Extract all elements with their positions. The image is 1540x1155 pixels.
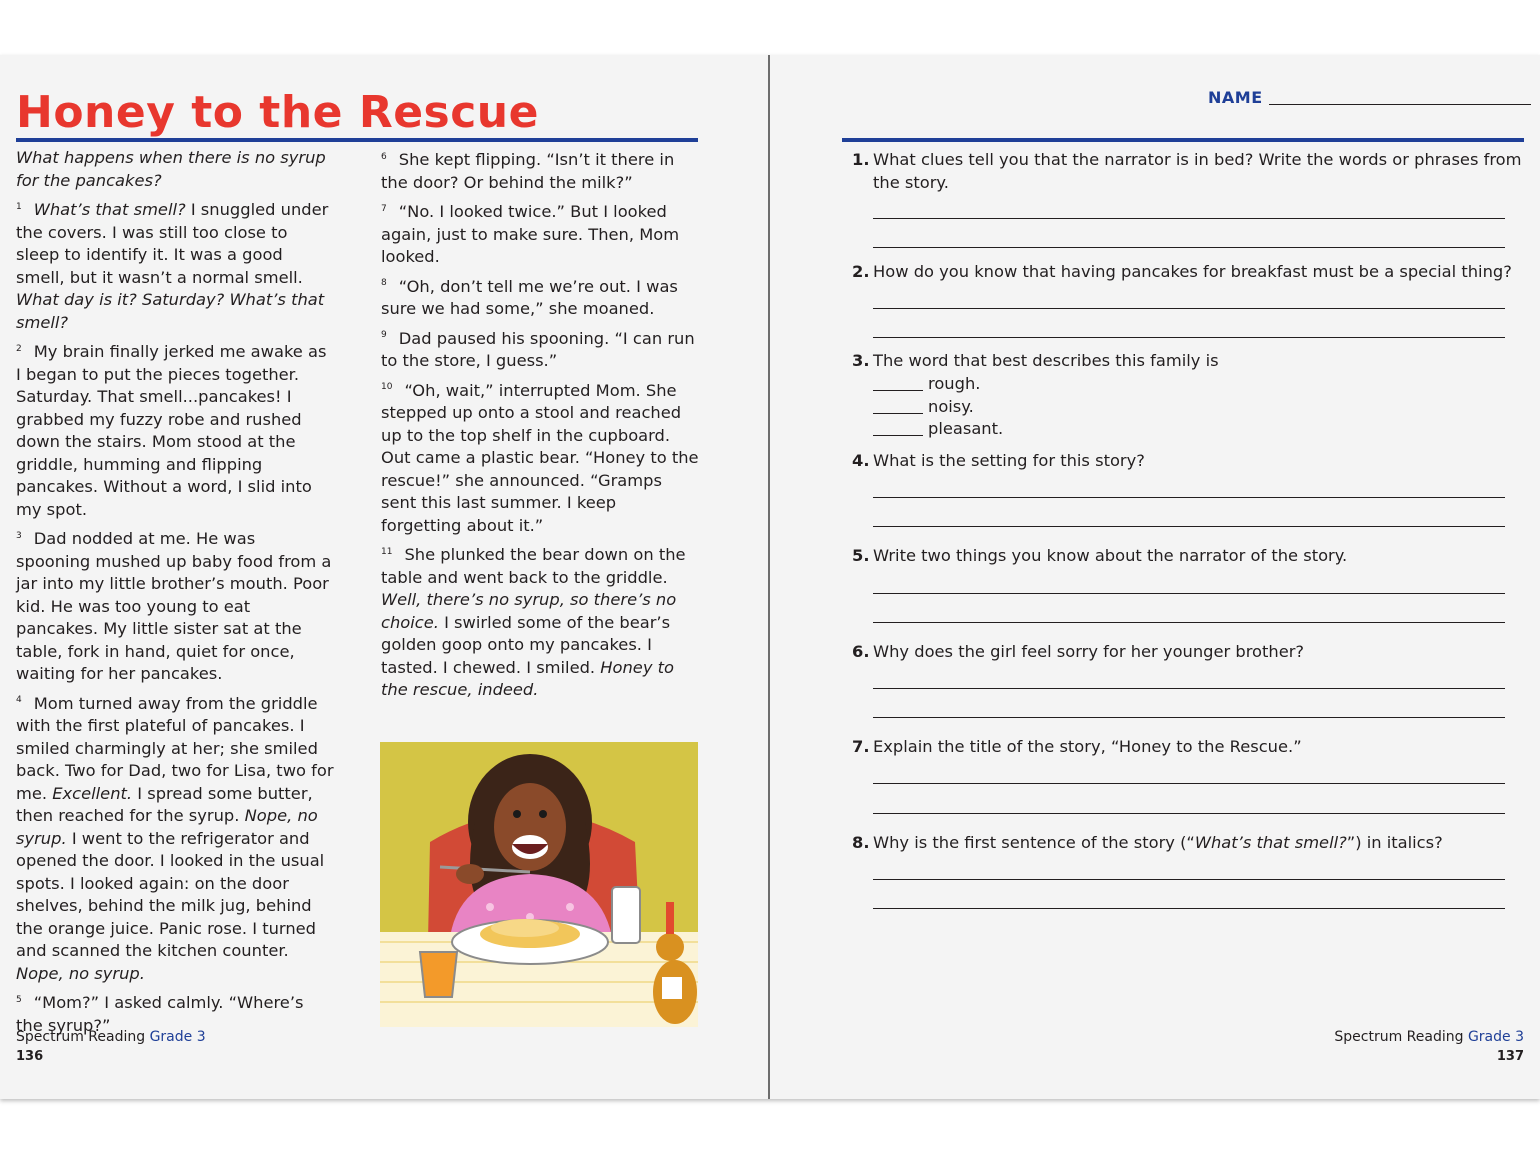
left-page: [0, 55, 768, 1099]
answer-line[interactable]: [873, 688, 1505, 689]
title-rule: [16, 138, 698, 142]
question-8: 8. Why is the first sentence of the story (“What’s that smell?”) in italics?: [852, 833, 1443, 852]
option-blank[interactable]: [873, 390, 923, 391]
header-rule: [842, 138, 1524, 142]
paragraph-2: $^2$ My brain finally jerked me awake as I began to put the pieces together. Saturday. That smell...pancakes! I grabbed my fuzzy robe and rushed down the stairs. Mom stood at the griddle, humming and flipping pancakes. Without a word, I slid into my spot.: [16, 342, 327, 519]
option-blank[interactable]: [873, 435, 923, 436]
paragraph-number: 6: [381, 151, 387, 162]
answer-line[interactable]: [873, 337, 1505, 338]
paragraph-number: 2: [16, 343, 22, 354]
answer-line[interactable]: [873, 308, 1505, 309]
question-7: 7. Explain the title of the story, “Honey to the Rescue.”: [852, 737, 1302, 756]
paragraph-number: 5: [16, 994, 22, 1005]
question-3: 3. The word that best describes this family is: [852, 351, 1219, 370]
option-rough: rough.: [873, 373, 980, 396]
story-column-2: [381, 149, 699, 709]
paragraph-number: 4: [16, 695, 22, 706]
story-column-1: [16, 147, 334, 1044]
page-number: 136: [16, 1049, 44, 1064]
answer-line[interactable]: [873, 247, 1505, 248]
question-2: 2. How do you know that having pancakes for breakfast must be a special thing?: [852, 262, 1512, 281]
page-number: 137: [1496, 1049, 1524, 1064]
answer-line[interactable]: [873, 813, 1505, 814]
paragraph-6: $^6$ She kept flipping. “Isn’t it there in the door? Or behind the milk?”: [381, 150, 675, 192]
paragraph-3: $^3$ Dad nodded at me. He was spooning mushed up baby food from a jar into my little brother’s mouth. Poor kid. He was too young to eat pancakes. My little sister sat at the table, fork in hand, quiet for once, waiting for her pancakes.: [16, 529, 332, 683]
footer-left: [16, 1027, 206, 1067]
paragraph-number: 8: [381, 278, 387, 289]
story-title: Honey to the Rescue: [16, 87, 539, 138]
paragraph-7: $^7$ “No. I looked twice.” But I looked again, just to make sure. Then, Mom looked.: [381, 202, 680, 266]
paragraph-1: $^1$ What’s that smell? I snuggled under the covers. I was still too close to sleep to identify it. It was a good smell, but it wasn’t a normal smell. What day is it? Saturday? What’s that smell?: [16, 200, 329, 332]
series-name: Spectrum Reading: [16, 1029, 150, 1045]
answer-line[interactable]: [873, 879, 1505, 880]
paragraph-8: $^8$ “Oh, don’t tell me we’re out. I was sure we had some,” she moaned.: [381, 276, 678, 318]
paragraph-number: 10: [381, 382, 393, 393]
paragraph-number: 9: [381, 330, 387, 341]
answer-line[interactable]: [873, 908, 1505, 909]
paragraph-5: $^5$ “Mom?” I asked calmly. “Where’s the syrup?”: [16, 993, 304, 1035]
paragraph-4: $^4$ Mom turned away from the griddle with the first plateful of pancakes. I smiled charmingly at her; she smiled back. Two for Dad, two for Lisa, two for me. Excellent. I spread some butter, then reached for the syrup. Nope, no syrup. I went to the refrigerator and opened the door. I looked in the usual spots. I looked again: on the door shelves, behind the milk jug, behind the orange juice. Panic rose. I turned and scanned the kitchen counter. Nope, no syrup.: [16, 693, 334, 983]
name-label: NAME: [1208, 88, 1263, 107]
option-noisy: noisy.: [873, 396, 974, 419]
name-answer-line[interactable]: [1269, 104, 1531, 105]
paragraph-number: 7: [381, 203, 387, 214]
answer-line[interactable]: [873, 593, 1505, 594]
paragraph-11: $^{11}$ She plunked the bear down on the table and went back to the griddle. Well, there’s no syrup, so there’s no choice. I swirled some of the bear’s golden goop onto my pancakes. I tasted. I chewed. I smiled. Honey to the rescue, indeed.: [381, 545, 686, 699]
answer-line[interactable]: [873, 622, 1505, 623]
name-field: [1208, 88, 1531, 107]
paragraph-number: 1: [16, 201, 22, 212]
paragraph-number: 11: [381, 546, 393, 557]
girl-eating-pancakes-illustration: [380, 742, 698, 1027]
option-pleasant: pleasant.: [873, 418, 1003, 441]
right-page: [770, 55, 1540, 1099]
question-4: 4. What is the setting for this story?: [852, 451, 1145, 470]
answer-line[interactable]: [873, 526, 1505, 527]
option-blank[interactable]: [873, 413, 923, 414]
series-name: Spectrum Reading: [1334, 1029, 1468, 1045]
answer-line[interactable]: [873, 218, 1505, 219]
question-6: 6. Why does the girl feel sorry for her younger brother?: [852, 642, 1305, 661]
paragraph-number: 3: [16, 530, 22, 541]
paragraph-9: $^9$ Dad paused his spooning. “I can run to the store, I guess.”: [381, 328, 695, 370]
answer-line[interactable]: [873, 783, 1505, 784]
story-intro: What happens when there is no syrup for the pancakes?: [16, 148, 326, 190]
answer-line[interactable]: [873, 717, 1505, 718]
question-5: 5. Write two things you know about the narrator of the story.: [852, 546, 1348, 565]
grade-label: Grade 3: [149, 1029, 206, 1045]
footer-right: [1334, 1027, 1524, 1067]
grade-label: Grade 3: [1467, 1029, 1524, 1045]
paragraph-10: $^{10}$ “Oh, wait,” interrupted Mom. She stepped up onto a stool and reached up to the top shelf in the cupboard. Out came a plastic bear. “Honey to the rescue!” she announced. “Gramps sent this last summer. I keep forgetting about it.”: [381, 380, 699, 535]
answer-line[interactable]: [873, 497, 1505, 498]
question-1: 1. What clues tell you that the narrator is in bed? Write the words or phrases from the story.: [852, 150, 1522, 192]
